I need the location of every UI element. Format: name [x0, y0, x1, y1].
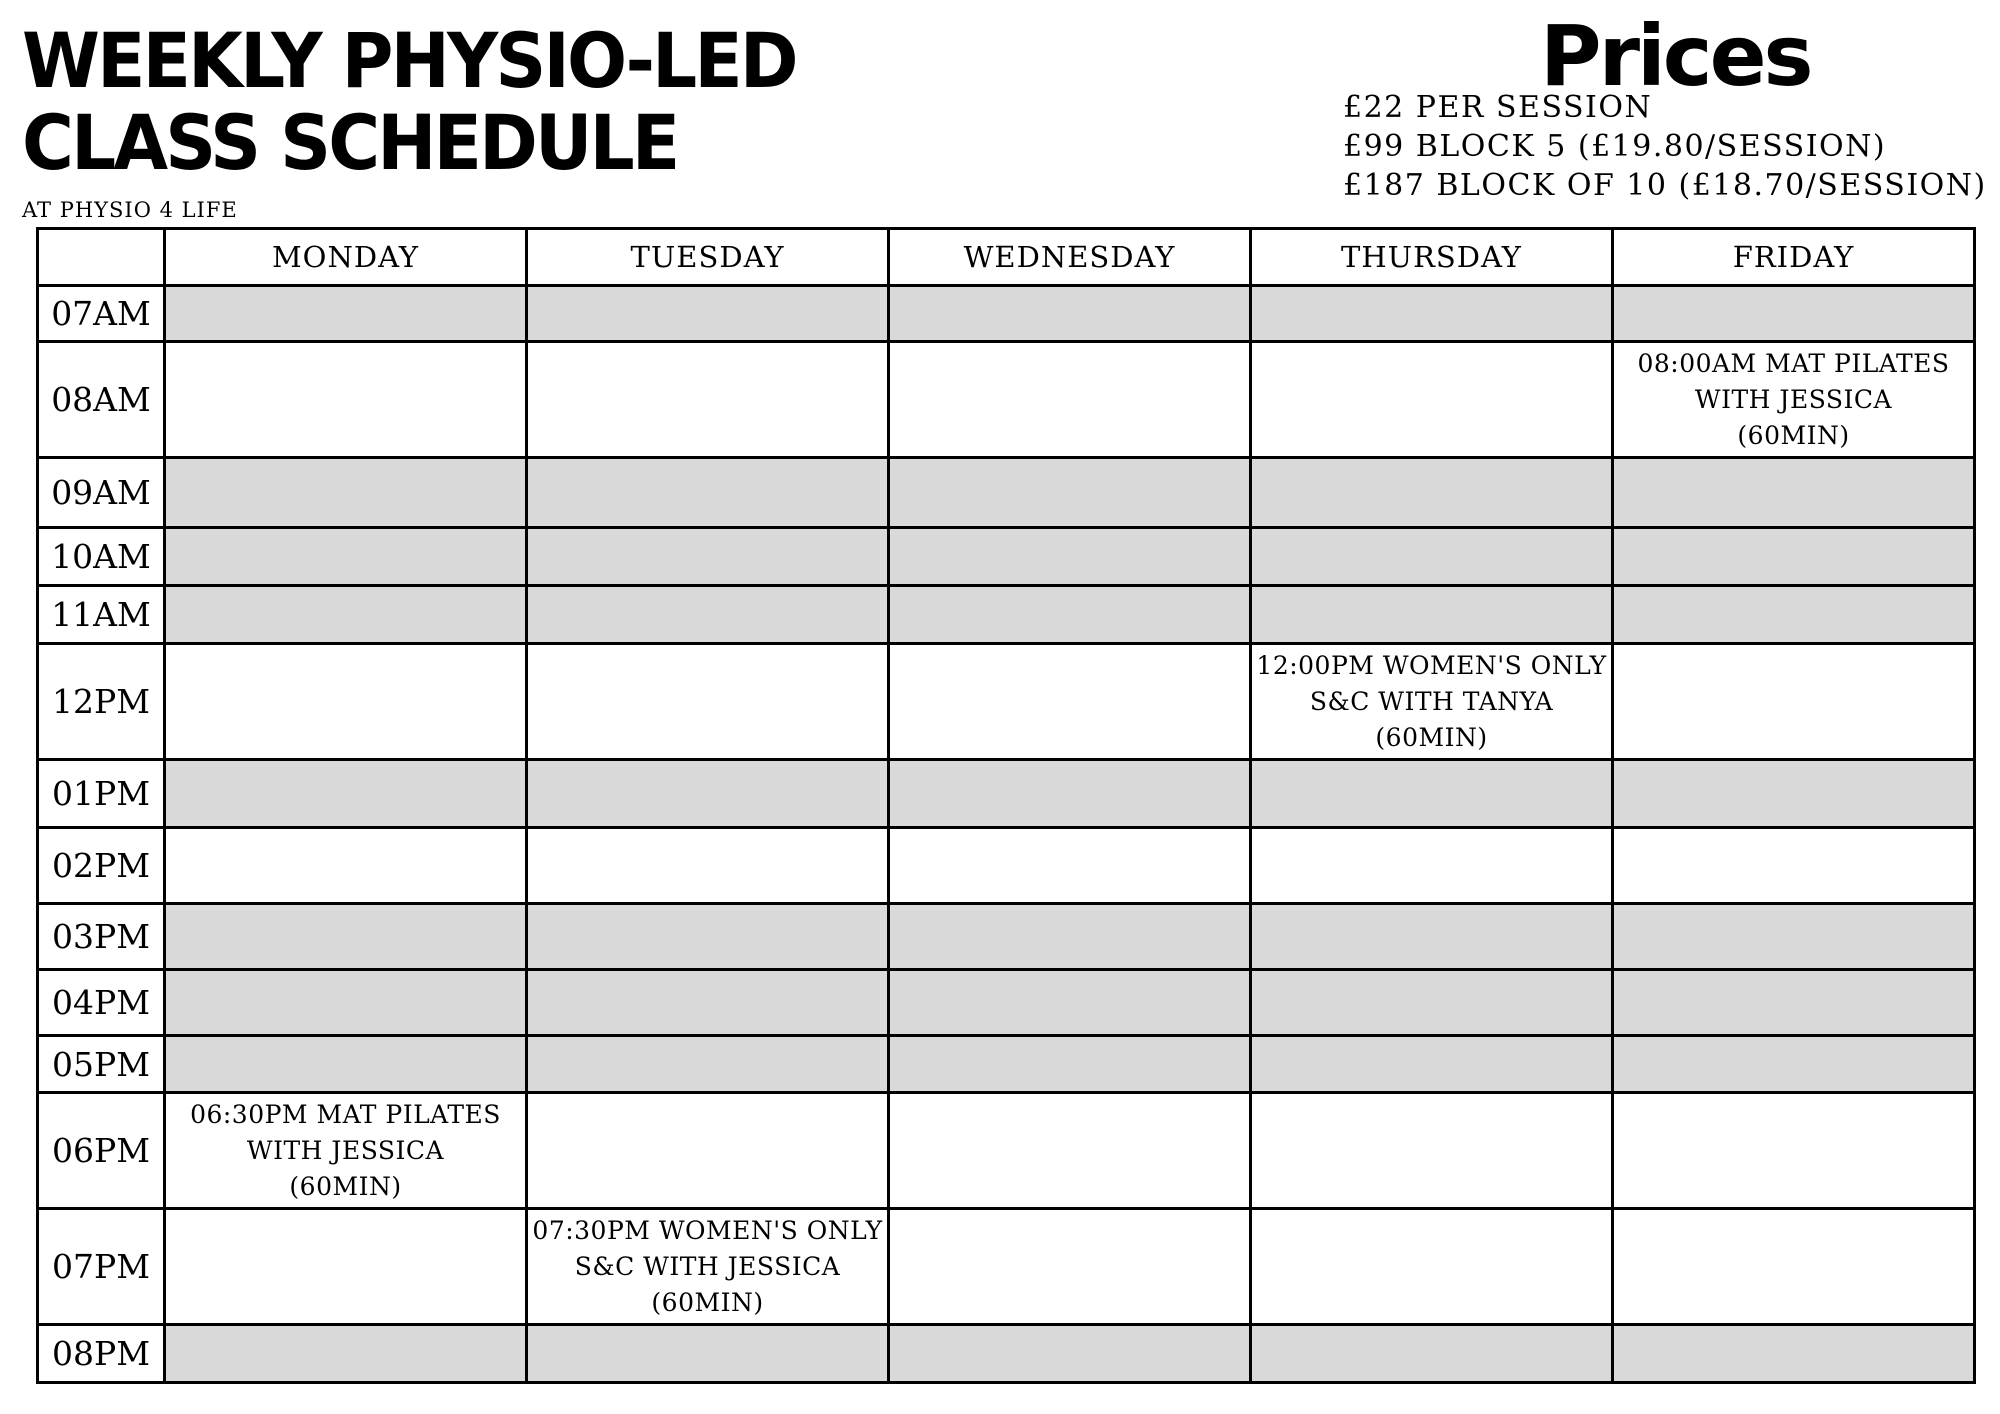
schedule-cell: [165, 458, 527, 528]
schedule-cell: [165, 970, 527, 1036]
schedule-cell: [527, 528, 889, 586]
schedule-cell: [165, 904, 527, 970]
time-row: [38, 1036, 1975, 1093]
class-line: (60MIN): [289, 1171, 402, 1201]
schedule-cell: [527, 458, 889, 528]
time-row: [38, 1325, 1975, 1383]
schedule-cell: [165, 286, 527, 342]
class-line: WITH JESSICA: [246, 1135, 445, 1165]
day-header-monday: MONDAY: [165, 229, 527, 286]
time-label: 02PM: [38, 828, 165, 904]
schedule-cell: [1251, 904, 1613, 970]
price-list: [1343, 88, 1987, 205]
schedule-cell: [527, 586, 889, 644]
schedule-cell: [1613, 1209, 1975, 1325]
schedule-cell: [527, 828, 889, 904]
schedule-cell: [889, 1036, 1251, 1093]
class-line: (60MIN): [1375, 722, 1488, 752]
schedule-cell: [1613, 1036, 1975, 1093]
time-label: 09AM: [38, 458, 165, 528]
time-row: [38, 458, 1975, 528]
schedule-cell: [1613, 528, 1975, 586]
class-tuesday-womens-sc[interactable]: [527, 1209, 889, 1325]
schedule-title: [22, 16, 796, 187]
schedule-cell: [889, 970, 1251, 1036]
class-friday-mat-pilates[interactable]: [1613, 342, 1975, 458]
schedule-cell: [165, 760, 527, 828]
schedule-cell: [165, 644, 527, 760]
schedule-cell: [889, 904, 1251, 970]
price-item-single: £22 PER SESSION: [1343, 90, 1653, 125]
time-label: 07PM: [38, 1209, 165, 1325]
time-label: 01PM: [38, 760, 165, 828]
time-row: [38, 760, 1975, 828]
schedule-cell: [1613, 458, 1975, 528]
schedule-cell: [889, 760, 1251, 828]
schedule-cell: [527, 970, 889, 1036]
class-line: 06:30PM MAT PILATES: [190, 1099, 501, 1129]
time-label: 10AM: [38, 528, 165, 586]
class-line: 08:00AM MAT PILATES: [1637, 348, 1950, 378]
class-monday-mat-pilates[interactable]: [165, 1093, 527, 1209]
schedule-cell: [165, 528, 527, 586]
class-line: (60MIN): [1737, 420, 1850, 450]
schedule-cell: [527, 644, 889, 760]
time-row: [38, 528, 1975, 586]
schedule-cell: [527, 1093, 889, 1209]
schedule-cell: [889, 286, 1251, 342]
class-thursday-womens-sc[interactable]: [1251, 644, 1613, 760]
day-header-row: [38, 229, 1975, 286]
time-row: [38, 644, 1975, 760]
schedule-cell: [1613, 1093, 1975, 1209]
schedule-cell: [165, 1036, 527, 1093]
time-label: 11AM: [38, 586, 165, 644]
schedule-cell: [1251, 586, 1613, 644]
time-label: 07AM: [38, 286, 165, 342]
time-row: [38, 1093, 1975, 1209]
class-line: 12:00PM WOMEN'S ONLY: [1256, 650, 1607, 680]
price-item-block-5: £99 BLOCK 5 (£19.80/SESSION): [1343, 129, 1887, 164]
time-label: 04PM: [38, 970, 165, 1036]
schedule-cell: [1613, 286, 1975, 342]
time-row: [38, 342, 1975, 458]
schedule-cell: [1251, 286, 1613, 342]
day-header-wednesday: WEDNESDAY: [889, 229, 1251, 286]
schedule-cell: [165, 1209, 527, 1325]
time-row: [38, 586, 1975, 644]
schedule-table: [36, 227, 1976, 1384]
time-row: [38, 904, 1975, 970]
schedule-cell: [889, 828, 1251, 904]
schedule-cell: [527, 1036, 889, 1093]
schedule-cell: [889, 342, 1251, 458]
schedule-cell: [527, 760, 889, 828]
class-line: S&C WITH TANYA: [1309, 686, 1554, 716]
class-line: WITH JESSICA: [1694, 384, 1893, 414]
schedule-cell: [165, 586, 527, 644]
time-row: [38, 970, 1975, 1036]
day-header-friday: FRIDAY: [1613, 229, 1975, 286]
schedule-cell: [165, 828, 527, 904]
price-item-block-10: £187 BLOCK OF 10 (£18.70/SESSION): [1343, 168, 1987, 203]
schedule-cell: [527, 1325, 889, 1383]
day-header-tuesday: TUESDAY: [527, 229, 889, 286]
schedule-cell: [889, 528, 1251, 586]
schedule-cell: [1251, 760, 1613, 828]
title-line-1: WEEKLY PHYSIO-LED: [22, 16, 796, 105]
title-line-2: CLASS SCHEDULE: [22, 98, 678, 187]
schedule-cell: [1251, 1036, 1613, 1093]
schedule-cell: [165, 1325, 527, 1383]
schedule-cell: [889, 644, 1251, 760]
schedule-cell: [1613, 904, 1975, 970]
time-row: [38, 286, 1975, 342]
class-line: S&C WITH JESSICA: [574, 1251, 841, 1281]
schedule-cell: [1251, 970, 1613, 1036]
time-label: 08PM: [38, 1325, 165, 1383]
schedule-cell: [1251, 342, 1613, 458]
class-line: 07:30PM WOMEN'S ONLY: [532, 1215, 883, 1245]
schedule-cell: [1251, 1093, 1613, 1209]
schedule-cell: [1613, 644, 1975, 760]
schedule-cell: [527, 286, 889, 342]
schedule-cell: [1613, 1325, 1975, 1383]
time-row: [38, 1209, 1975, 1325]
schedule-cell: [1251, 528, 1613, 586]
time-label: 12PM: [38, 644, 165, 760]
schedule-cell: [1613, 828, 1975, 904]
schedule-cell: [889, 1093, 1251, 1209]
time-label: 03PM: [38, 904, 165, 970]
day-header-thursday: THURSDAY: [1251, 229, 1613, 286]
time-row: [38, 828, 1975, 904]
schedule-cell: [889, 1209, 1251, 1325]
location-subtitle: AT PHYSIO 4 LIFE: [22, 198, 238, 222]
time-label: 08AM: [38, 342, 165, 458]
prices-heading: Prices: [1540, 7, 1811, 105]
class-line: (60MIN): [651, 1287, 764, 1317]
schedule-cell: [1613, 760, 1975, 828]
schedule-cell: [1251, 1209, 1613, 1325]
schedule-cell: [1251, 458, 1613, 528]
time-label: 06PM: [38, 1093, 165, 1209]
schedule-cell: [527, 904, 889, 970]
schedule-cell: [527, 342, 889, 458]
time-label: 05PM: [38, 1036, 165, 1093]
schedule-cell: [1251, 828, 1613, 904]
schedule-cell: [1613, 586, 1975, 644]
schedule-cell: [1251, 1325, 1613, 1383]
schedule-cell: [1613, 970, 1975, 1036]
corner-cell: [38, 229, 165, 286]
schedule-cell: [889, 586, 1251, 644]
schedule-cell: [889, 458, 1251, 528]
schedule-cell: [889, 1325, 1251, 1383]
schedule-cell: [165, 342, 527, 458]
